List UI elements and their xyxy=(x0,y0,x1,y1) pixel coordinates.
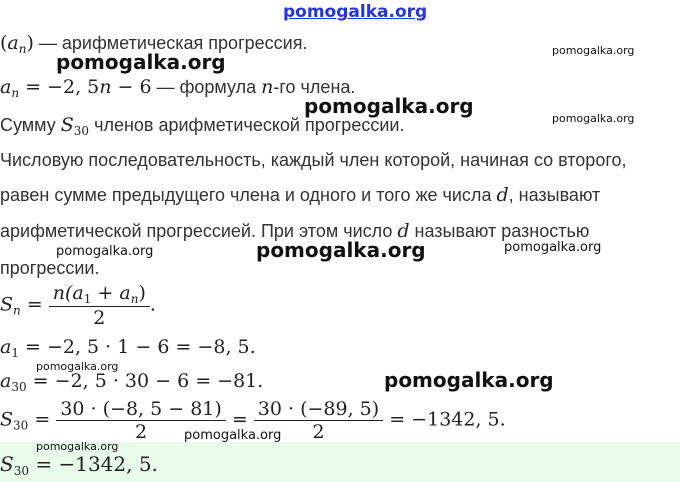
progression-definition-line: $(a_n)$ — арифметическая прогрессия. xyxy=(0,32,308,56)
watermark-small-7: pomogalka.org xyxy=(36,440,119,453)
definition-paragraph-line-1: Числовую последовательность, каждый член которой, начиная со второго, xyxy=(0,150,627,170)
sum-calc-fraction-2: $\frac{30 \cdot (-89, 5)}{2}$ xyxy=(254,398,383,443)
watermark-big-4: pomogalka.org xyxy=(384,368,554,392)
first-term-calc: $a_1 = -2$, 5 · 1 − 6 = −8, 5. xyxy=(0,336,256,360)
nth-term-formula-line: $a_n = -2$, 5n − 6 — формула n-го члена. xyxy=(0,76,356,100)
sum-calc: $S_{30}$ = $\frac{30 \cdot (-8, 5 - 81)}{2}$ = $\frac{30 \cdot (-89, 5)}{2}$ = −1342, 5. xyxy=(0,398,506,443)
sum-formula-fraction: $\frac{n(a_1 + a_n)}{2}$ xyxy=(49,282,150,329)
watermark-small-4: pomogalka.org xyxy=(504,240,602,255)
definition-paragraph-line-2: равен сумме предыдущего члена и одного и того же числа d, называют xyxy=(0,184,601,206)
final-answer: $S_{30} = -1342$, 5. xyxy=(0,452,158,478)
watermark-small-3: pomogalka.org xyxy=(56,244,154,259)
watermark-link[interactable]: pomogalka.org xyxy=(283,2,428,22)
watermark-big-3: pomogalka.org xyxy=(256,238,426,262)
sum-formula: $S_n$ = $\frac{n(a_1 + a_n)}{2}$ . xyxy=(0,282,156,329)
definition-paragraph-line-4: прогрессии. xyxy=(0,258,100,278)
watermark-big-2: pomogalka.org xyxy=(304,94,474,118)
watermark-small-2: pomogalka.org xyxy=(552,112,635,125)
watermark-small-6: pomogalka.org xyxy=(184,428,282,443)
thirtieth-term-calc: $a_{30} = -2$, 5 · 30 − 6 = −81. xyxy=(0,370,264,394)
watermark-small-1: pomogalka.org xyxy=(552,44,635,57)
watermark-big-1: pomogalka.org xyxy=(56,50,226,74)
definition-paragraph-line-3: арифметической прогрессией. При этом число d называют разностью xyxy=(0,220,590,242)
sum-task-line: Сумму $S_{30}$ членов арифметической прогрессии. xyxy=(0,114,405,138)
sequence-symbol: $(a_n)$ xyxy=(0,32,34,56)
watermark-small-5: pomogalka.org xyxy=(36,360,119,373)
sum-calc-fraction-1: $\frac{30 \cdot (-8, 5 - 81)}{2}$ xyxy=(56,398,225,443)
